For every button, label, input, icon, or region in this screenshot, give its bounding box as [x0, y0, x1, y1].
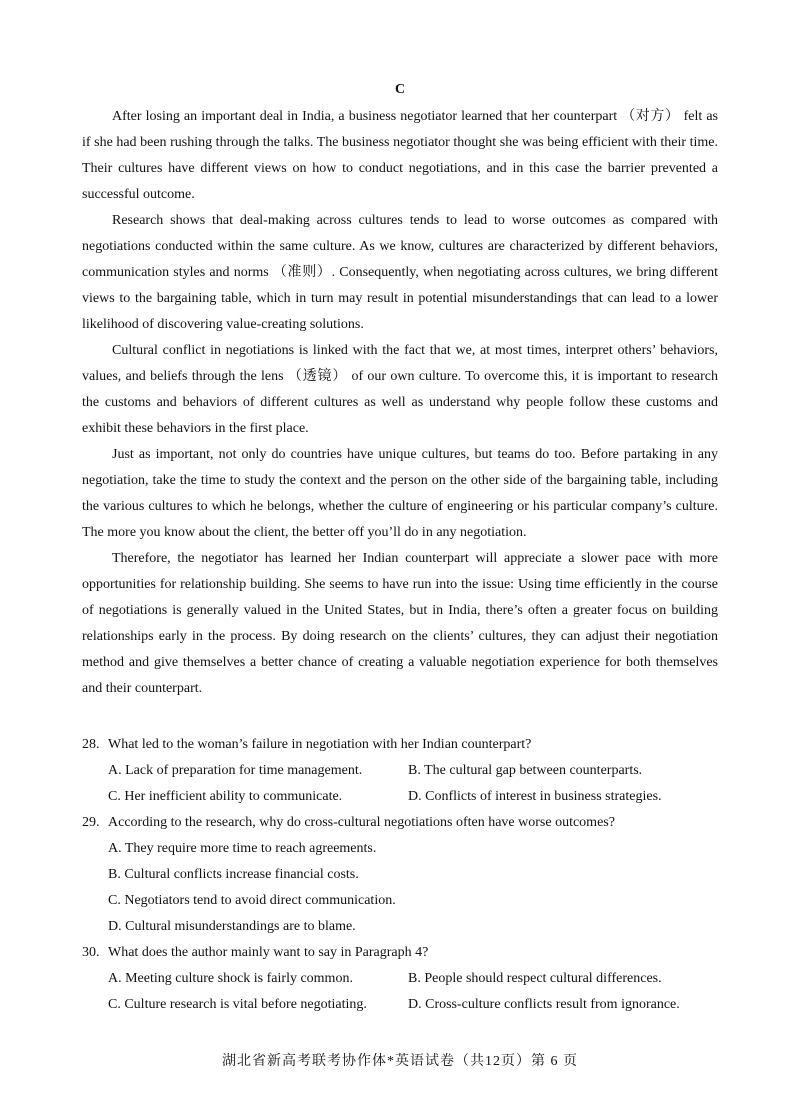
option-c: C. Culture research is vital before negotiating.: [108, 997, 367, 1012]
paragraph-5: Therefore, the negotiator has learned her Indian counterpart will appreciate a slower pace with more opportunities for relationship building. She seems to have run into the issue: Using time efficiently in the course of negotiations is generally valued in the United States, but in India, there’s often a greater focus on building relationships early in the process. By doing research on the clients’ cultures, they can adjust their negotiation method and give themselves a better chance of creating a valuable negotiation experience for both themselves and their counterpart.: [82, 551, 718, 696]
question-28: [82, 732, 718, 810]
question-stem: What led to the woman’s failure in negotiation with her Indian counterpart?: [108, 737, 532, 752]
question-stem: What does the author mainly want to say in Paragraph 4?: [108, 945, 429, 960]
option-c: C. Her inefficient ability to communicate.: [108, 789, 343, 804]
question-number: 30.: [82, 945, 100, 960]
paragraph-4: Just as important, not only do countries have unique cultures, but teams do too. Before partaking in any negotiation, take the time to study the context and the person on the other side of the bargaining table, including the various cultures to which he belongs, whether the culture of engineering or his particular company’s culture. The more you know about the client, the better off you’ll do in any negotiation.: [82, 447, 718, 540]
paragraph-2: Research shows that deal-making across cultures tends to lead to worse outcomes as compared with negotiations conducted within the same culture. As we know, cultures are characterized by different behaviors, communication styles and norms （准则）. Consequently, when negotiating across cultures, we bring different views to the bargaining table, which in turn may result in potential misunderstandings that can lead to a lower likelihood of discovering value-creating solutions.: [82, 213, 718, 332]
option-d: D. Cross-culture conflicts result from ignorance.: [408, 997, 680, 1012]
option-b: B. Cultural conflicts increase financial costs.: [108, 867, 359, 882]
reading-passage: [82, 104, 718, 702]
paragraph-3: Cultural conflict in negotiations is linked with the fact that we, at most times, interpret others’ behaviors, values, and beliefs through the lens （透镜） of our own culture. To overcome this, it is important to research the customs and behaviors of different cultures as well as understand why people follow these customs and exhibit these behaviors in the first place.: [82, 343, 718, 436]
question-30: [82, 940, 718, 1018]
question-list: [82, 732, 718, 1018]
page-footer: 湖北省新高考联考协作体*英语试卷（共12页）第 6 页: [222, 1054, 578, 1069]
question-number: 28.: [82, 737, 100, 752]
paragraph-1: After losing an important deal in India, a business negotiator learned that her counterpart （对方） felt as if she had been rushing through the talks. The business negotiator thought she was being efficient with their time. Their cultures have different views on how to conduct negotiations, and in this case the barrier prevented a successful outcome.: [82, 109, 718, 202]
option-d: D. Conflicts of interest in business strategies.: [408, 789, 662, 804]
question-stem: According to the research, why do cross-cultural negotiations often have worse outcomes?: [108, 815, 615, 830]
option-b: B. People should respect cultural differences.: [408, 971, 662, 986]
question-29: [82, 810, 718, 940]
option-a: A. Lack of preparation for time management.: [108, 763, 363, 778]
option-c: C. Negotiators tend to avoid direct communication.: [108, 893, 396, 908]
option-d: D. Cultural misunderstandings are to blame.: [108, 919, 356, 934]
section-heading: C: [394, 82, 406, 97]
option-b: B. The cultural gap between counterparts.: [408, 763, 643, 778]
option-a: A. Meeting culture shock is fairly common.: [108, 971, 353, 986]
question-number: 29.: [82, 815, 100, 830]
option-a: A. They require more time to reach agreements.: [108, 841, 377, 856]
